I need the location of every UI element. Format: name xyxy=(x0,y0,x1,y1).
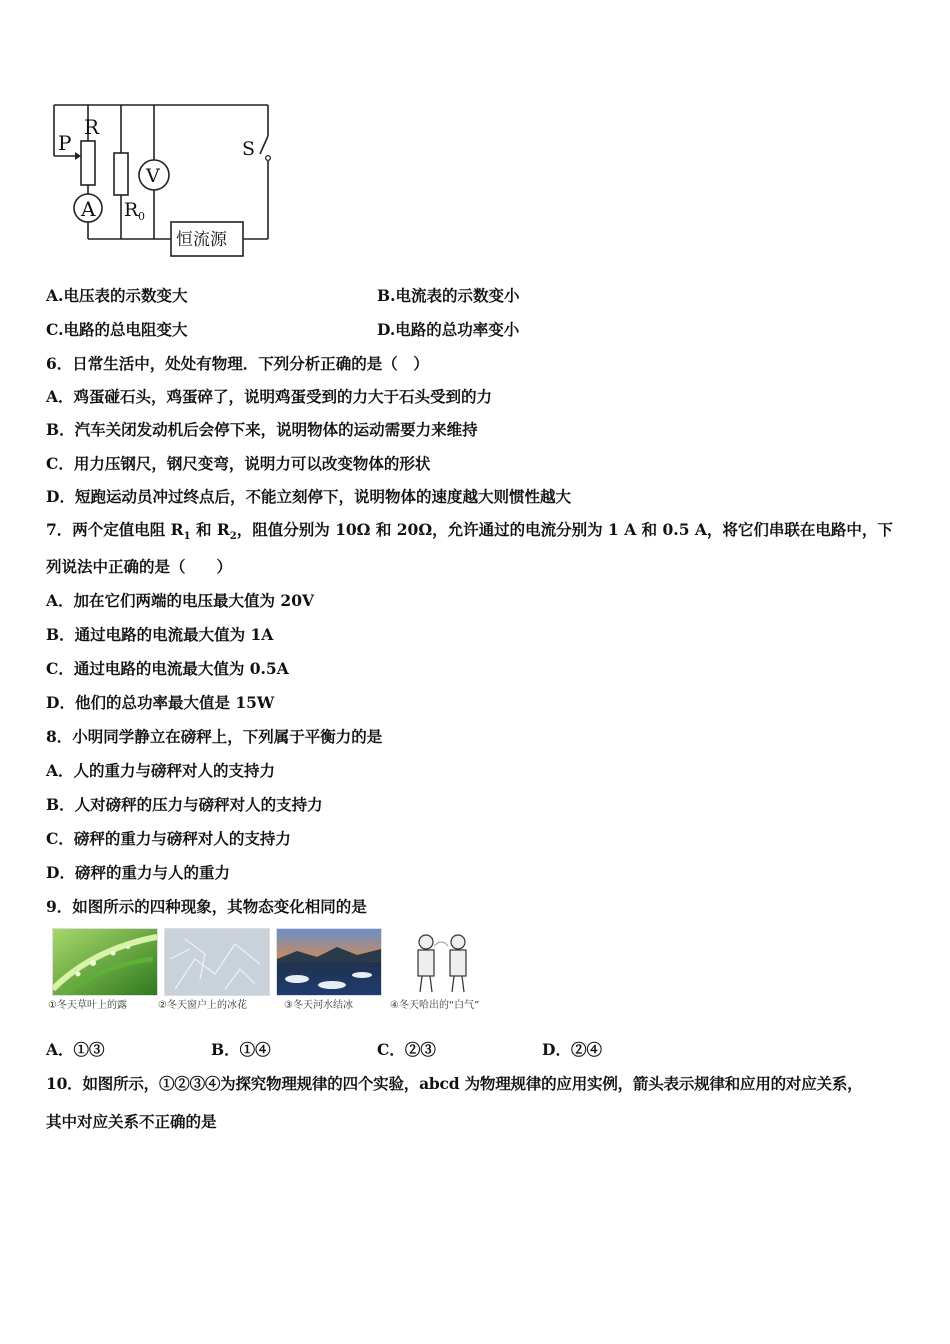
caption-4: ④冬天哈出的“白气” xyxy=(390,1000,480,1011)
q6-option-c: C．用力压钢尺，钢尺变弯，说明力可以改变物体的形状 xyxy=(46,454,431,473)
q7-option-c: C．通过电路的电流最大值为 0.5A xyxy=(46,659,289,678)
q7-stem: 7．两个定值电阻 $R_1$ 和 $R_2$，阻值分别为 10Ω 和 20Ω，允许通过的电流分别为 1 A 和 0.5 A，将它们串联在电路中，下 xyxy=(46,520,893,543)
q6-option-b: B．汽车关闭发动机后会停下来，说明物体的运动需要力来维持 xyxy=(46,420,478,439)
caption-3: ③冬天河水结冰 xyxy=(284,1000,353,1011)
label-R0-sub: 0 xyxy=(138,210,145,223)
q6-option-a: A．鸡蛋碰石头，鸡蛋碎了，说明鸡蛋受到的力大于石头受到的力 xyxy=(46,387,493,406)
q9-stem: 9．如图所示的四种现象，其物态变化相同的是 xyxy=(46,897,367,916)
q6-option-d: D．短跑运动员冲过终点后，不能立刻停下，说明物体的速度越大则惯性越大 xyxy=(46,487,571,506)
ammeter-label: A xyxy=(81,197,96,221)
q9-photo-strip xyxy=(48,928,498,1014)
caption-2: ②冬天窗户上的冰花 xyxy=(158,1000,247,1011)
q7-option-b: B．通过电路的电流最大值为 1A xyxy=(46,625,274,644)
dew-on-grass-image xyxy=(52,928,158,996)
q6-stem: 6．日常生活中，处处有物理．下列分析正确的是（ ） xyxy=(46,354,429,373)
breath-white-air-image xyxy=(388,928,492,994)
q7-option-d: D．他们的总功率最大值是 15W xyxy=(46,693,275,712)
q9-option-d: D．②④ xyxy=(542,1040,602,1059)
label-P: P xyxy=(58,131,72,155)
q5-option-d: D.电路的总功率变小 xyxy=(377,320,520,339)
caption-1: ①冬天草叶上的露 xyxy=(48,1000,127,1011)
q8-option-b: B．人对磅秤的压力与磅秤对人的支持力 xyxy=(46,795,323,814)
q10-stem: 10．如图所示，①②③④为探究物理规律的四个实验，abcd 为物理规律的应用实例，箭头表示规律和应用的对应关系， xyxy=(46,1074,863,1093)
q10-stem-line2: 其中对应关系不正确的是 xyxy=(46,1112,217,1131)
label-R: R xyxy=(84,115,100,139)
q9-option-b: B．①④ xyxy=(211,1040,271,1059)
q8-option-d: D．磅秤的重力与人的重力 xyxy=(46,863,230,882)
current-source-label: 恒流源 xyxy=(176,230,227,250)
label-R0: R xyxy=(124,199,139,221)
q7-stem-line2: 列说法中正确的是（ ） xyxy=(46,557,233,576)
q5-option-c: C.电路的总电阻变大 xyxy=(46,320,188,339)
q8-option-c: C．磅秤的重力与磅秤对人的支持力 xyxy=(46,829,291,848)
window-frost-image xyxy=(164,928,270,996)
q9-option-a: A．①③ xyxy=(46,1040,105,1059)
q7-option-a: A．加在它们两端的电压最大值为 20V xyxy=(46,591,315,610)
switch-label: S xyxy=(242,138,256,160)
q8-option-a: A．人的重力与磅秤对人的支持力 xyxy=(46,761,276,780)
q5-option-a: A.电压表的示数变大 xyxy=(46,286,188,305)
q9-option-c: C．②③ xyxy=(377,1040,436,1059)
voltmeter-label: V xyxy=(146,165,160,187)
river-ice-image xyxy=(276,928,382,996)
q5-option-b: B.电流表的示数变小 xyxy=(377,286,520,305)
circuit-diagram xyxy=(46,98,278,262)
q8-stem: 8．小明同学静立在磅秤上，下列属于平衡力的是 xyxy=(46,727,383,746)
